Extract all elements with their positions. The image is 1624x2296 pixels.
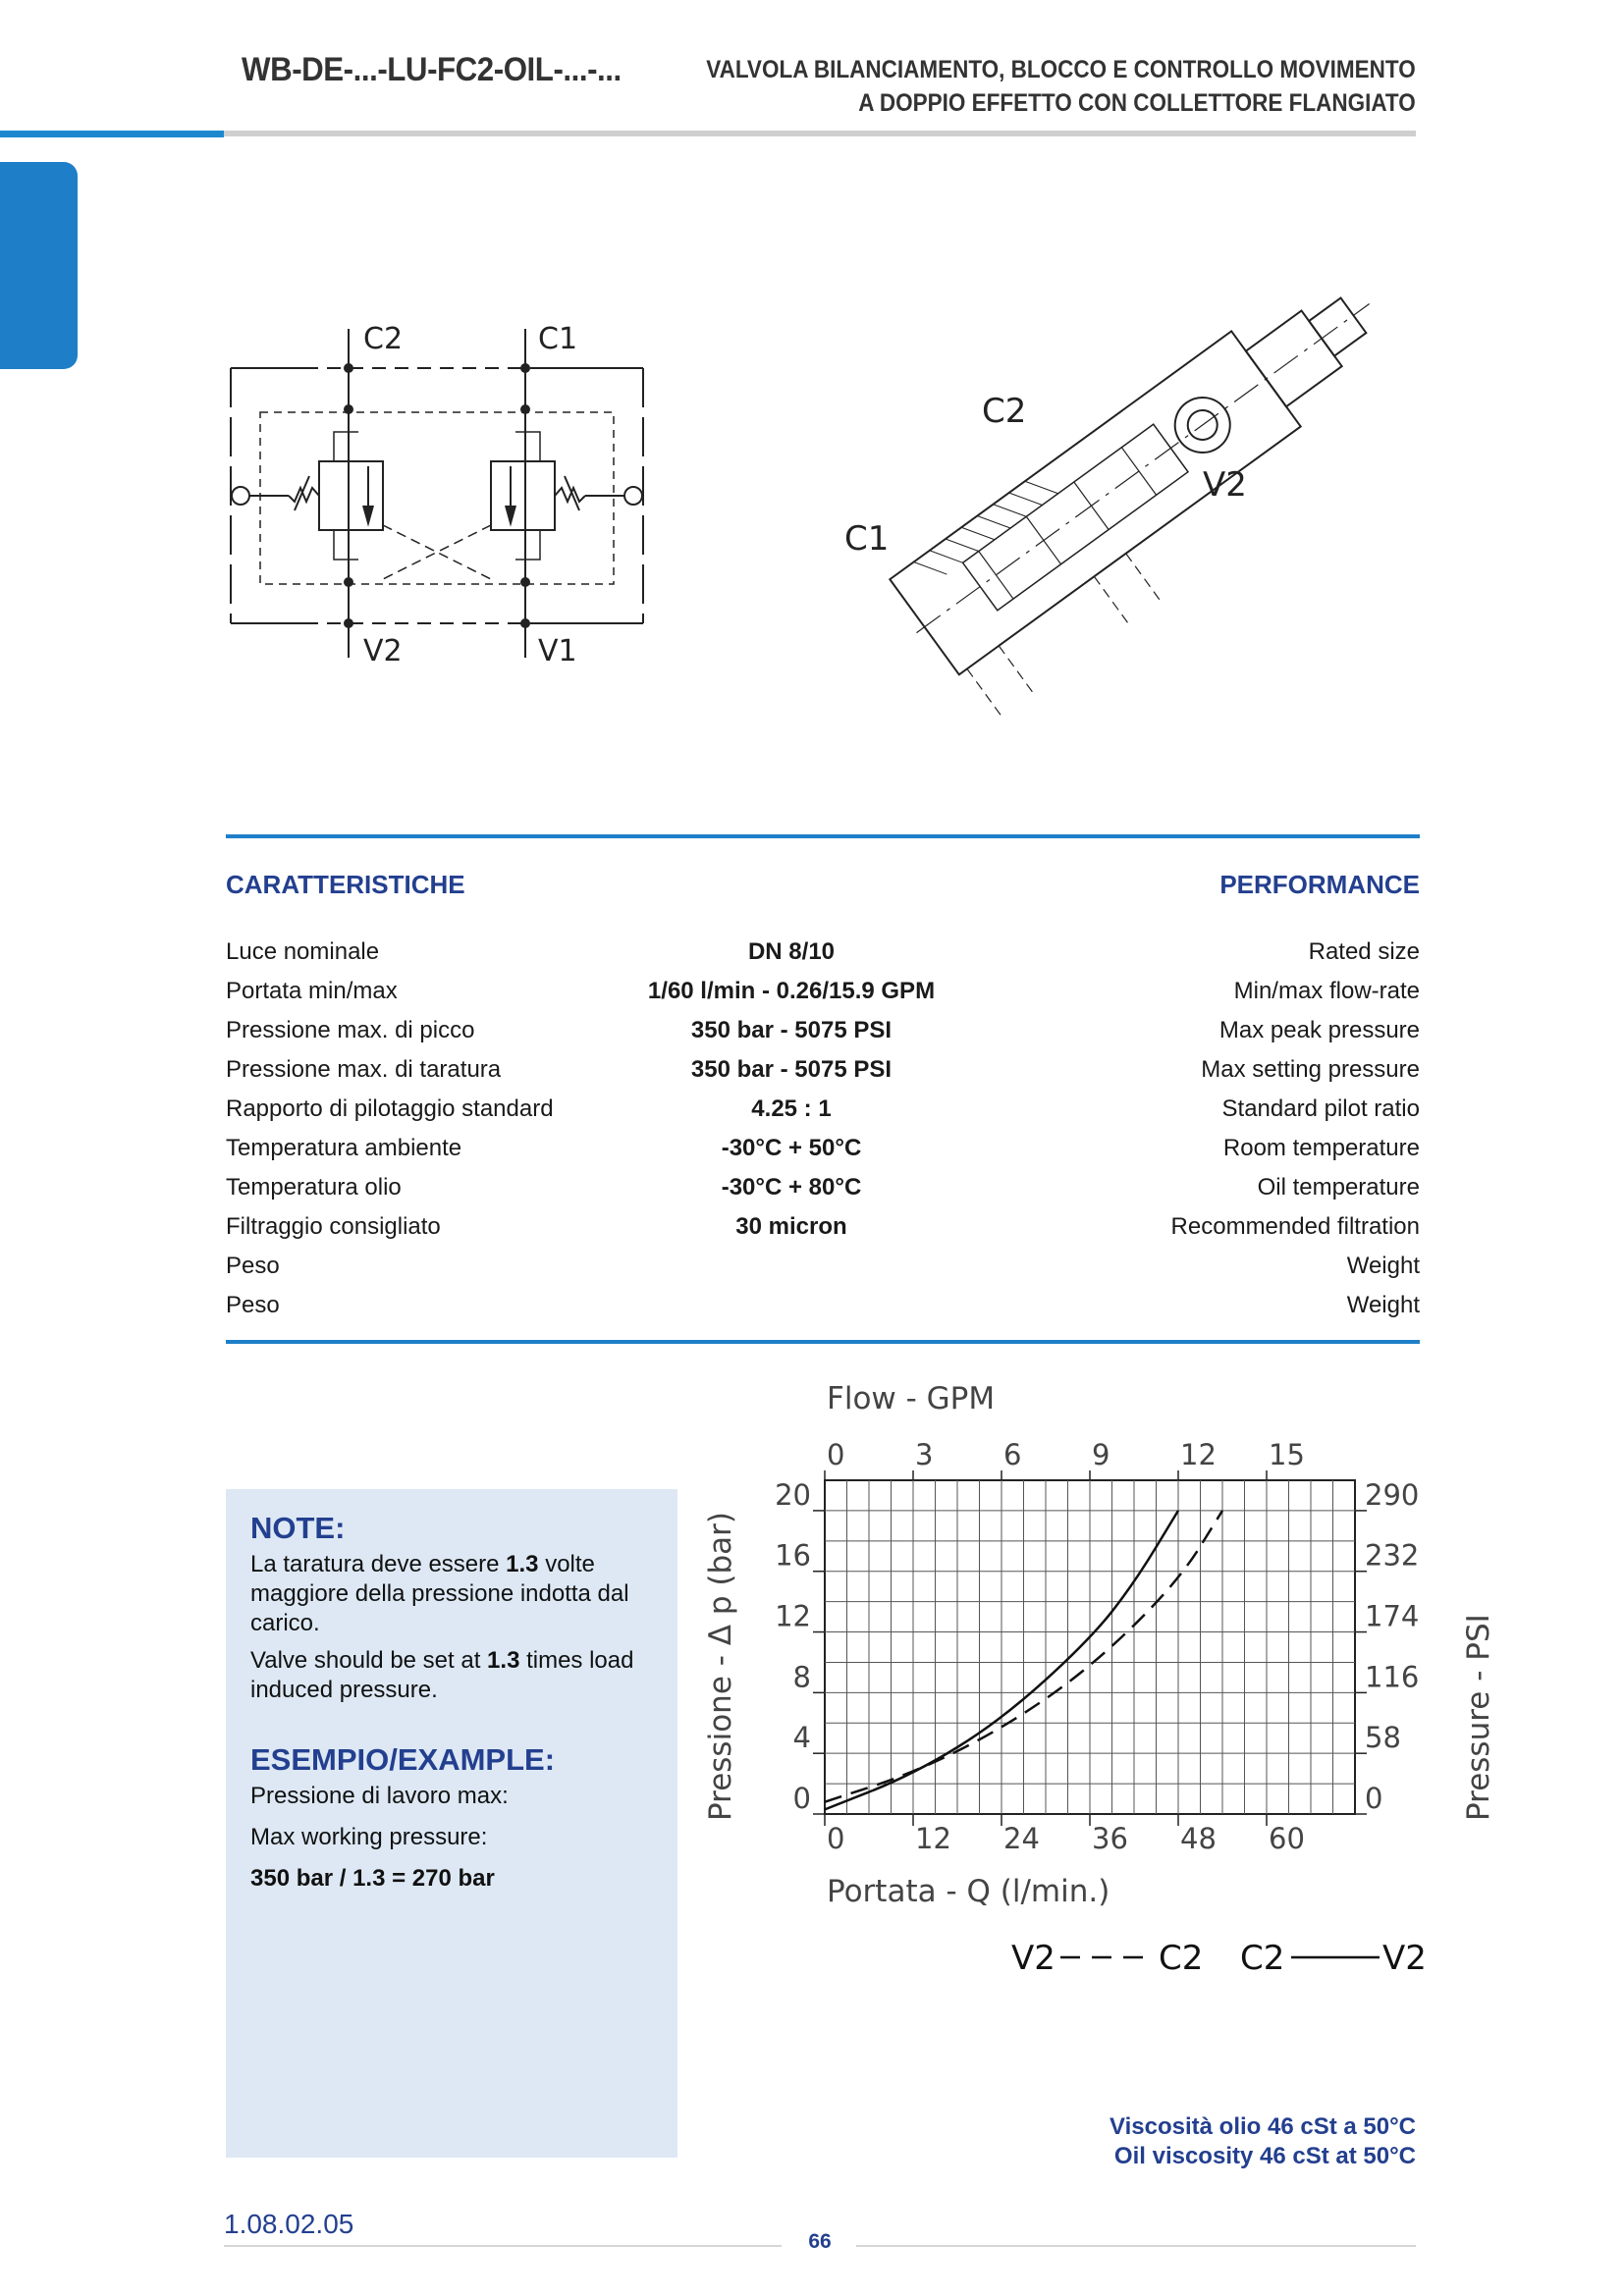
specs-title-en: PERFORMANCE <box>1219 870 1420 899</box>
spec-value: 350 bar - 5075 PSI <box>690 1056 893 1083</box>
spec-label-en: Standard pilot ratio <box>1221 1095 1420 1122</box>
spec-value: 1/60 l/min - 0.26/15.9 GPM <box>647 978 936 1004</box>
spec-label-en: Weight <box>1346 1253 1420 1279</box>
right-tick-label: 58 <box>1365 1721 1401 1755</box>
specs-title-it: CARATTERISTICHE <box>226 870 465 899</box>
spec-label-en: Rated size <box>1308 938 1420 965</box>
spec-label-it: Peso <box>226 1292 280 1318</box>
hydraulic-schematic <box>216 309 658 677</box>
x-tick-label: 36 <box>1092 1822 1128 1855</box>
header-rule-accent <box>0 131 224 137</box>
spec-label-it: Filtraggio consigliato <box>226 1213 441 1240</box>
spec-row <box>226 1017 1420 1056</box>
document-code: 1.08.02.05 <box>224 2209 354 2239</box>
footer-rule-left <box>224 2245 782 2247</box>
spec-label-en: Max peak pressure <box>1218 1017 1420 1043</box>
valve-section-drawing <box>844 216 1394 726</box>
spec-label-it: Luce nominale <box>226 938 380 965</box>
product-title-line2: A DOPPIO EFFETTO CON COLLETTORE FLANGIATO <box>858 89 1416 117</box>
section-label-c1: C1 <box>844 519 890 559</box>
right-tick-label: 174 <box>1365 1599 1420 1633</box>
legend-solid-left: C2 <box>1240 1939 1285 1978</box>
port-label-v2: V2 <box>363 634 403 668</box>
top-axis-label: Flow - GPM <box>827 1381 996 1416</box>
specs-top-rule <box>226 834 1420 838</box>
spec-label-it: Temperatura ambiente <box>226 1135 462 1161</box>
x-tick-label: 48 <box>1180 1822 1217 1855</box>
port-label-c1: C1 <box>538 322 578 356</box>
x-tick-label: 0 <box>827 1822 845 1855</box>
port-label-c2: C2 <box>363 322 404 356</box>
section-label-v2: V2 <box>1203 465 1247 505</box>
section-tab <box>0 162 78 369</box>
page-number: 66 <box>808 2230 832 2253</box>
top-tick-label: 6 <box>1003 1438 1022 1471</box>
spec-label-it: Portata min/max <box>226 978 398 1004</box>
legend-dashed-left: V2 <box>1011 1939 1056 1978</box>
top-tick-label: 12 <box>1180 1438 1217 1471</box>
example-line-en: Max working pressure: <box>250 1824 488 1850</box>
spec-label-it: Pressione max. di taratura <box>226 1056 502 1083</box>
spec-value: -30°C + 80°C <box>721 1174 862 1201</box>
spec-row <box>226 1213 1420 1253</box>
section-label-c2: C2 <box>982 392 1027 431</box>
spec-value: 350 bar - 5075 PSI <box>690 1017 893 1043</box>
x-tick-label: 12 <box>915 1822 951 1855</box>
legend-dashed-right: C2 <box>1159 1939 1204 1978</box>
spec-label-en: Min/max flow-rate <box>1233 978 1420 1004</box>
spec-label-it: Peso <box>226 1253 280 1279</box>
chart-ticks <box>775 1438 1419 1855</box>
example-line-it: Pressione di lavoro max: <box>250 1783 509 1809</box>
y-axis-label: Pressione - Δ p (bar) <box>703 1512 738 1821</box>
product-title <box>707 53 1416 120</box>
y-tick-label: 20 <box>775 1477 811 1512</box>
top-tick-label: 15 <box>1269 1438 1305 1471</box>
spec-value: DN 8/10 <box>747 938 836 965</box>
spec-row <box>226 1292 1420 1331</box>
spec-value: 30 micron <box>735 1213 847 1240</box>
right-axis-label: Pressure - PSI <box>1461 1614 1496 1821</box>
spec-label-it: Pressione max. di picco <box>226 1017 475 1043</box>
x-tick-label: 60 <box>1269 1822 1305 1855</box>
spec-label-en: Room temperature <box>1222 1135 1420 1161</box>
viscosity-en: Oil viscosity 46 cSt at 50°C <box>1113 2143 1416 2169</box>
top-tick-label: 9 <box>1092 1438 1110 1471</box>
right-tick-label: 0 <box>1365 1782 1383 1815</box>
spec-row <box>226 1135 1420 1174</box>
x-tick-label: 24 <box>1003 1822 1040 1855</box>
spec-value: -30°C + 50°C <box>721 1135 862 1161</box>
port-label-v1: V1 <box>538 634 577 668</box>
spec-label-en: Oil temperature <box>1257 1174 1420 1201</box>
y-tick-label: 8 <box>792 1660 811 1694</box>
product-code: WB-DE-...-LU-FC2-OIL-...-... <box>242 51 622 88</box>
viscosity-note <box>1110 2112 1416 2171</box>
note-text-en: Valve should be set at 1.3 times load induced pressure. <box>250 1647 634 1703</box>
right-tick-label: 290 <box>1365 1477 1420 1512</box>
viscosity-it: Viscosità olio 46 cSt a 50°C <box>1110 2113 1416 2140</box>
spec-label-en: Max setting pressure <box>1201 1056 1420 1083</box>
pressure-flow-chart <box>687 1369 1496 1998</box>
right-tick-label: 232 <box>1365 1538 1420 1573</box>
spec-label-it: Temperatura olio <box>226 1174 402 1201</box>
spec-label-it: Rapporto di pilotaggio standard <box>226 1095 554 1122</box>
legend-solid-right: V2 <box>1382 1939 1427 1978</box>
spec-row <box>226 1174 1420 1213</box>
y-tick-label: 16 <box>775 1538 811 1573</box>
x-axis-label: Portata - Q (l/min.) <box>827 1874 1110 1909</box>
right-tick-label: 116 <box>1365 1660 1420 1694</box>
footer-rule-right <box>856 2245 1416 2247</box>
note-title: NOTE: <box>250 1511 346 1545</box>
spec-label-en: Recommended filtration <box>1170 1213 1420 1240</box>
y-tick-label: 12 <box>775 1599 811 1633</box>
chart-grid <box>825 1480 1355 1814</box>
spec-value: 4.25 : 1 <box>751 1095 832 1122</box>
spec-row <box>226 938 1420 978</box>
y-tick-label: 0 <box>792 1782 811 1815</box>
spec-row <box>226 978 1420 1017</box>
spec-row <box>226 1095 1420 1135</box>
spec-label-en: Weight <box>1346 1292 1420 1318</box>
y-tick-label: 4 <box>792 1721 811 1755</box>
spec-row <box>226 1056 1420 1095</box>
spec-row <box>226 1253 1420 1292</box>
top-tick-label: 0 <box>827 1438 845 1471</box>
product-title-line1: VALVOLA BILANCIAMENTO, BLOCCO E CONTROLLO MOVIMENTO <box>706 56 1416 83</box>
specs-bottom-rule <box>226 1340 1420 1344</box>
note-box <box>226 1489 677 2158</box>
example-title: ESEMPIO/EXAMPLE: <box>250 1742 556 1777</box>
example-formula: 350 bar / 1.3 = 270 bar <box>250 1865 495 1892</box>
top-tick-label: 3 <box>915 1438 934 1471</box>
note-text-it: La taratura deve essere 1.3 volte maggiore della pressione indotta dal carico. <box>250 1551 629 1636</box>
